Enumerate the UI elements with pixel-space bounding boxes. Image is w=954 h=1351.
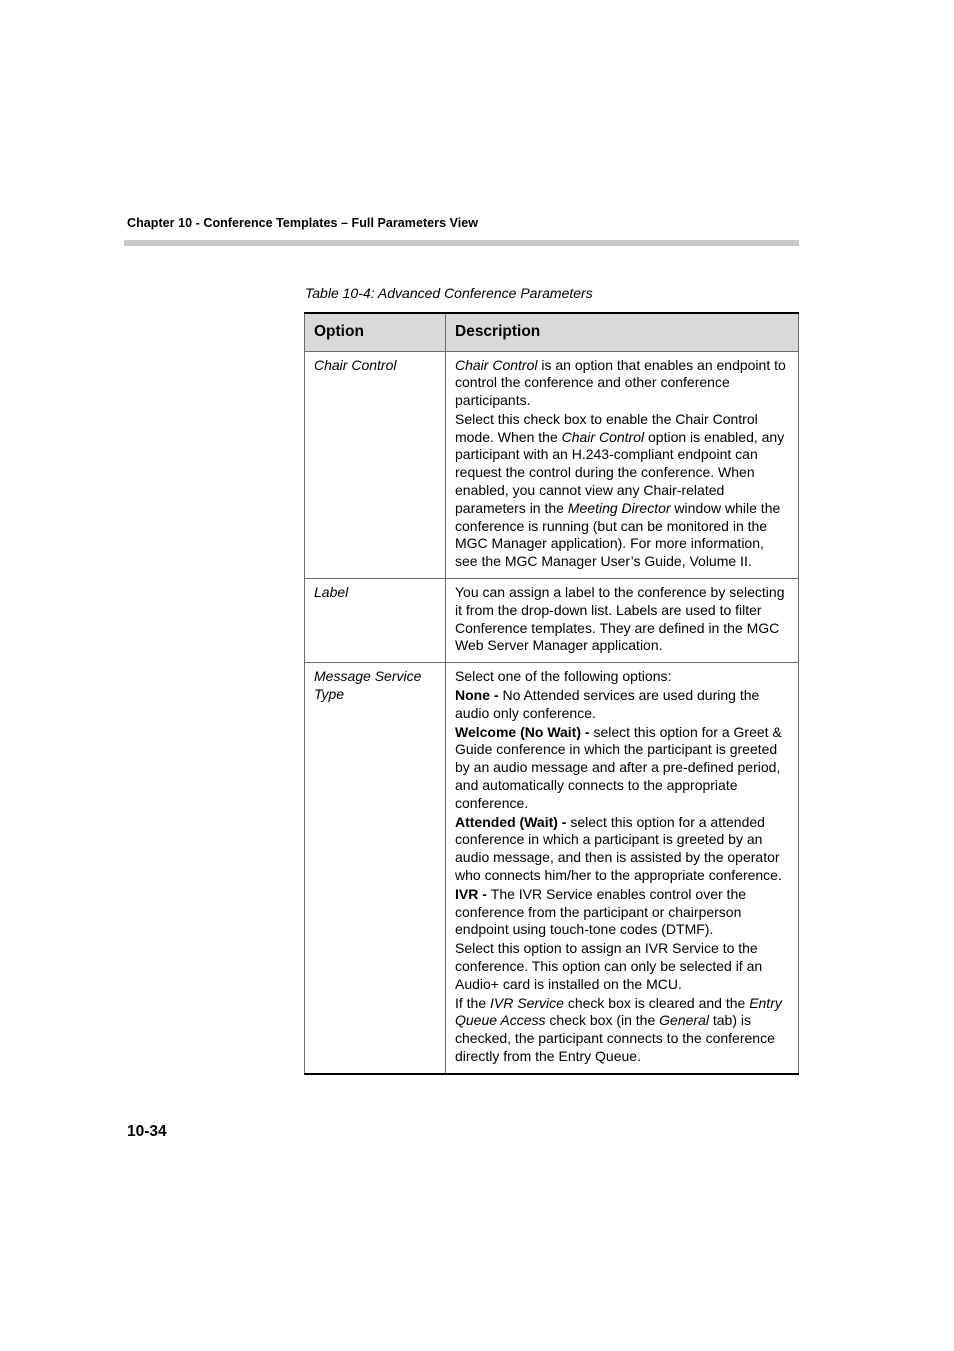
description-paragraph	[455, 357, 789, 410]
description-paragraph	[455, 687, 789, 723]
text-run: option is enabled, any participant with an H.243-compliant endpoint can request the control during the conference. When enabled, you cannot view any Chair-related parameters in the	[455, 428, 785, 516]
option-cell: Label	[305, 579, 446, 663]
description-paragraph	[455, 411, 789, 571]
description-paragraph	[455, 995, 789, 1066]
text-run: IVR Service	[490, 994, 564, 1011]
description-paragraph	[455, 886, 789, 939]
table-caption: Table 10-4: Advanced Conference Parameters	[305, 285, 593, 301]
table-row	[305, 579, 799, 663]
text-run: check box (in the	[545, 1012, 660, 1029]
description-paragraph	[455, 724, 789, 813]
option-cell: Message Service Type	[305, 663, 446, 1074]
description-cell	[446, 351, 799, 579]
text-run: Attended (Wait) -	[455, 813, 571, 830]
text-run: Meeting Director	[567, 499, 671, 516]
text-run: check box is cleared and the	[563, 994, 750, 1011]
text-run: None -	[455, 687, 503, 704]
option-cell: Chair Control	[305, 351, 446, 579]
table-header-row	[305, 313, 799, 351]
text-run: select this option for a Greet & Guide conference in which the participant is greeted by an audio message and after a pre-defined period, and automatically connects to the appropriate conference.	[455, 723, 782, 811]
text-run: General	[659, 1012, 709, 1029]
text-run: Select this option to assign an IVR Service to the conference. This option can only be selected if an Audio+ card is installed on the MCU.	[455, 940, 763, 992]
text-run: Chair Control	[561, 428, 645, 445]
description-paragraph	[455, 814, 789, 885]
table-row	[305, 663, 799, 1074]
text-run: is an option that enables an endpoint to control the conference and other conference participants.	[455, 356, 786, 409]
text-run: Entry Queue Access	[455, 994, 782, 1029]
description-cell	[446, 579, 799, 663]
description-cell	[446, 663, 799, 1074]
text-run: Welcome (No Wait) -	[455, 723, 594, 740]
text-run: No Attended services are used during the audio only conference.	[455, 687, 760, 721]
text-run: IVR -	[455, 885, 491, 902]
header-rule	[124, 240, 799, 246]
text-run: window while the conference is running (but can be monitored in the MGC Manager application). For more information, see the MGC Manager User’s Guide, Volume II.	[455, 499, 781, 570]
parameters-table	[304, 312, 799, 1075]
running-header: Chapter 10 - Conference Templates – Full Parameters View	[127, 216, 479, 230]
description-paragraph	[455, 940, 789, 993]
column-header-option: Option	[305, 313, 446, 351]
text-run: The IVR Service enables control over the conference from the participant or chairperson endpoint using touch-tone codes (DTMF).	[455, 885, 747, 938]
description-paragraph	[455, 668, 789, 686]
text-run: tab) is checked, the participant connects to the conference directly from the Entry Queue.	[455, 1012, 775, 1064]
table-row	[305, 351, 799, 579]
text-run: If the	[455, 994, 491, 1011]
column-header-description: Description	[446, 313, 799, 351]
text-run: Select one of the following options:	[455, 668, 672, 685]
text-run: Chair Control	[455, 356, 538, 373]
text-run: Select this check box to enable the Chair Control mode. When the	[455, 410, 758, 445]
text-run: select this option for a attended conference in which a participant is greeted by an audio message, and then is assisted by the operator who connects him/her to the appropriate conference.	[455, 813, 782, 884]
page-number: 10-34	[127, 1123, 167, 1140]
text-run: You can assign a label to the conference by selecting it from the drop-down list. Labels are used to filter Conference templates. They are defined in the MGC Web Server Manager application.	[455, 584, 785, 654]
description-paragraph	[455, 584, 789, 655]
